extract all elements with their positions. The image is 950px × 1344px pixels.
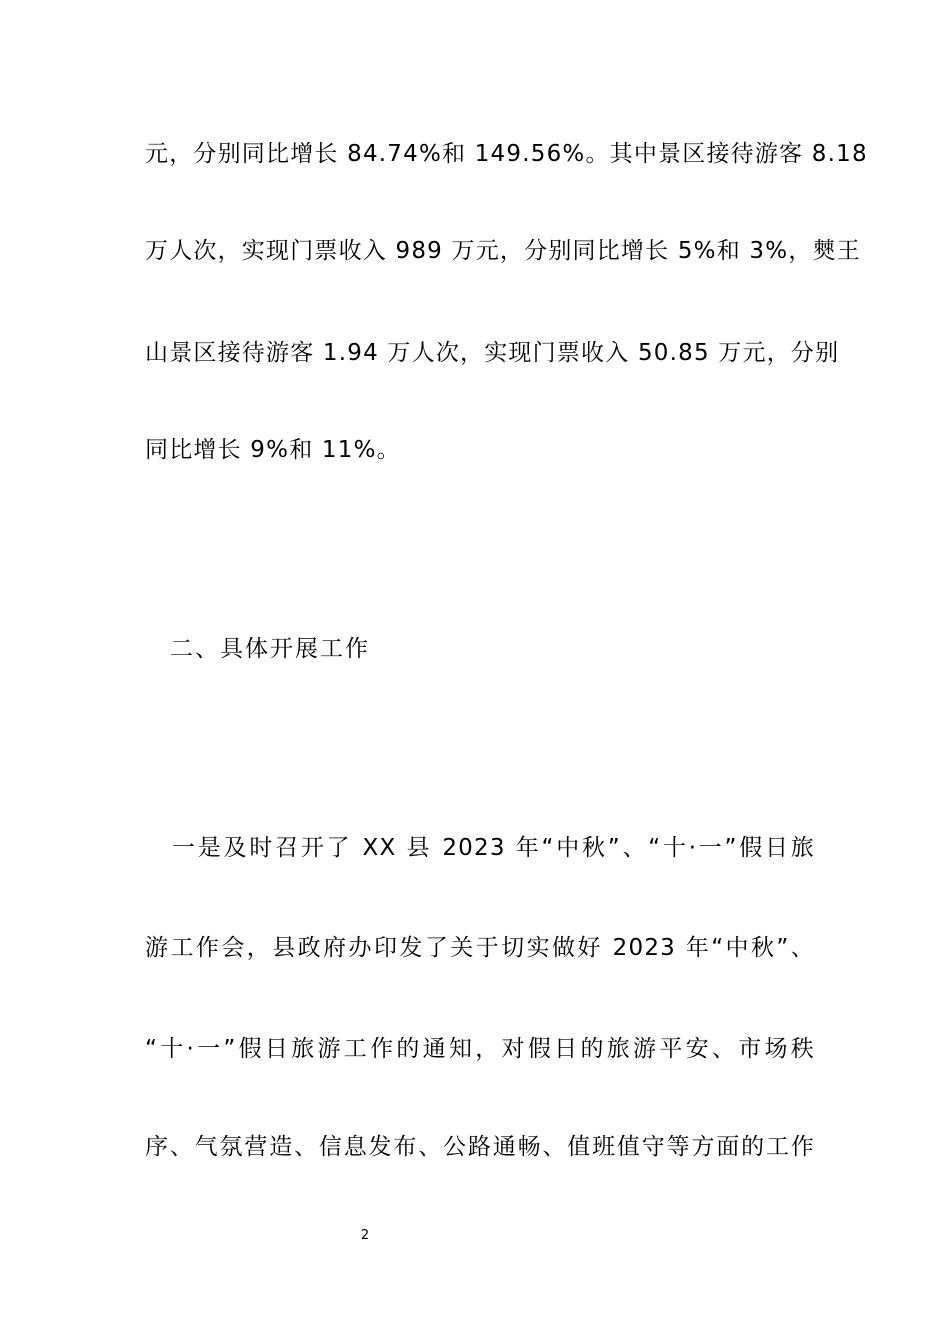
section-heading: 二、具体开展工作 [170,636,370,662]
paragraph-line: 游工作会，县政府办印发了关于切实做好 2023 年“中秋”、 [145,935,815,961]
paragraph-line: 一是及时召开了 XX 县 2023 年“中秋”、“十·一”假日旅 [172,835,815,861]
paragraph-line: 序、气氛营造、信息发布、公路通畅、值班值守等方面的工作 [145,1134,815,1160]
paragraph-line: 同比增长 9%和 11%。 [145,437,401,463]
paragraph-line: “十·一”假日旅游工作的通知，对假日的旅游平安、市场秩 [145,1036,815,1062]
paragraph-line: 元，分别同比增长 84.74%和 149.56%。其中景区接待游客 8.18 [145,141,868,167]
page-number: 2 [360,1228,370,1243]
paragraph-line: 万人次，实现门票收入 989 万元，分别同比增长 5%和 3%，僰王 [145,238,861,264]
paragraph-line: 山景区接待游客 1.94 万人次，实现门票收入 50.85 万元，分别 [145,340,840,366]
